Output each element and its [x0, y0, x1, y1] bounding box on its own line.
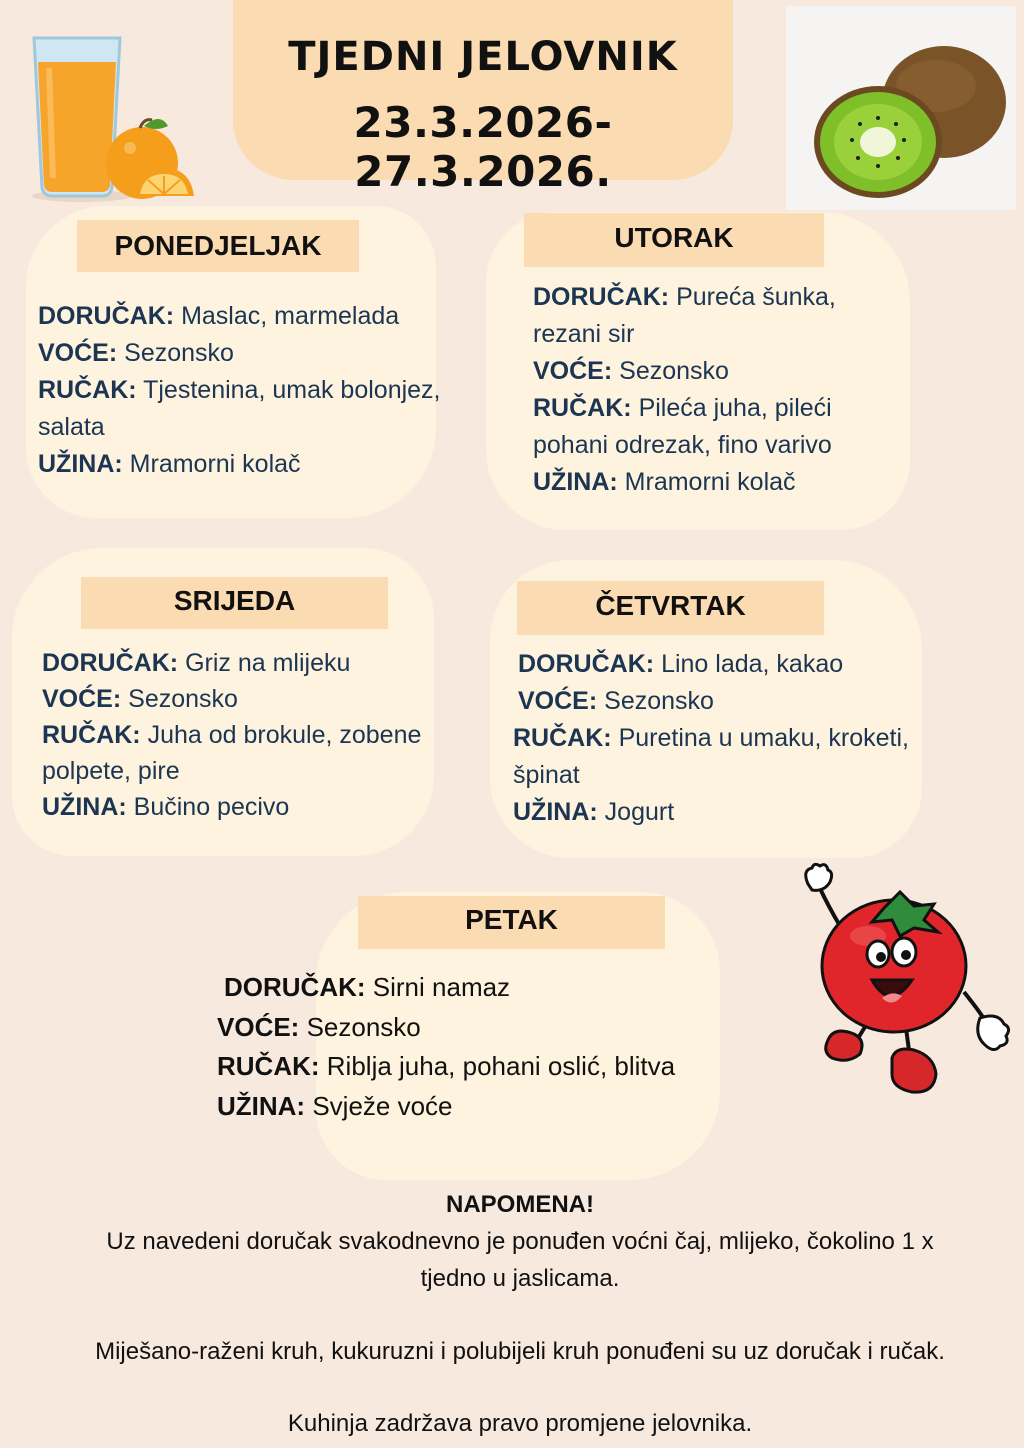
fruit-label: VOĆE:	[38, 339, 118, 367]
lunch-row-cont: polpete, pire	[42, 757, 180, 785]
day-label-thursday: ČETVRTAK	[517, 581, 824, 635]
lunch-value: Juha od brokule, zobene	[147, 721, 422, 749]
kiwi-icon	[786, 6, 1016, 210]
menu-thursday	[513, 646, 909, 831]
breakfast-label: DORUČAK:	[224, 972, 366, 1002]
snack-row	[42, 789, 421, 825]
snack-label: UŽINA:	[38, 450, 123, 478]
menu-tuesday	[533, 279, 836, 501]
breakfast-row	[42, 645, 421, 681]
note-bread: Miješano-raženi kruh, kukuruzni i polubijeli kruh ponuđeni su uz doručak i ručak.	[95, 1338, 945, 1365]
fruit-row	[217, 1008, 675, 1048]
note-kitchen: Kuhinja zadržava pravo promjene jelovnika.	[287, 1410, 753, 1437]
snack-row	[38, 446, 441, 483]
fruit-value: Sezonsko	[306, 1011, 421, 1042]
fruit-label: VOĆE:	[217, 1011, 300, 1042]
breakfast-value: Griz na mlijeku	[185, 649, 351, 677]
fruit-row	[42, 681, 421, 717]
tomato-mascot-icon	[788, 862, 1016, 1102]
snack-label: UŽINA:	[42, 793, 127, 821]
breakfast-value: Lino lada, kakao	[661, 650, 844, 678]
lunch-label: RUČAK:	[513, 724, 612, 752]
lunch-label: RUČAK:	[42, 721, 141, 749]
breakfast-label: DORUČAK:	[42, 649, 179, 677]
fruit-row	[513, 683, 909, 720]
lunch-row	[38, 372, 441, 409]
page-title: TJEDNI JELOVNIK	[288, 34, 678, 80]
snack-value: Mramorni kolač	[129, 450, 301, 478]
orange-juice-icon	[22, 28, 202, 208]
lunch-value: Puretina u umaku, kroketi,	[618, 724, 909, 752]
fruit-label: VOĆE:	[42, 685, 122, 713]
breakfast-label: DORUČAK:	[518, 650, 655, 678]
lunch-label: RUČAK:	[533, 394, 632, 422]
snack-label: UŽINA:	[217, 1090, 306, 1121]
lunch-row-cont: salata	[38, 413, 105, 441]
lunch-row	[42, 717, 421, 753]
fruit-row	[38, 335, 441, 372]
snack-value: Jogurt	[604, 798, 675, 826]
breakfast-row-cont: rezani sir	[533, 320, 635, 348]
note-line-2: tjedno u jaslicama.	[420, 1265, 620, 1292]
breakfast-row	[533, 279, 836, 316]
note-line-1: Uz navedeni doručak svakodnevno je ponuđen voćni čaj, mlijeko, čokolino 1 x	[106, 1228, 934, 1255]
lunch-row-cont: špinat	[513, 761, 580, 789]
breakfast-value: Maslac, marmelada	[181, 302, 400, 330]
breakfast-label: DORUČAK:	[38, 302, 175, 330]
lunch-row-cont: pohani odrezak, fino varivo	[533, 431, 832, 459]
snack-row	[217, 1087, 675, 1127]
snack-label: UŽINA:	[533, 468, 618, 496]
lunch-value: Pileća juha, pileći	[638, 394, 832, 422]
day-label-wednesday: SRIJEDA	[81, 577, 388, 629]
snack-label: UŽINA:	[513, 798, 598, 826]
snack-value: Mramorni kolač	[624, 468, 796, 496]
breakfast-value: Pureća šunka,	[676, 283, 836, 311]
title-block	[233, 0, 733, 196]
lunch-value: Riblja juha, pohani oslić, blitva	[326, 1051, 676, 1081]
fruit-value: Sezonsko	[124, 339, 234, 367]
snack-row	[513, 794, 909, 831]
breakfast-row	[38, 298, 441, 335]
fruit-label: VOĆE:	[518, 687, 598, 715]
lunch-row	[533, 390, 836, 427]
lunch-row	[217, 1047, 675, 1087]
breakfast-row	[217, 968, 675, 1008]
menu-friday	[217, 968, 675, 1126]
breakfast-label: DORUČAK:	[533, 283, 670, 311]
fruit-label: VOĆE:	[533, 357, 613, 385]
fruit-value: Sezonsko	[604, 687, 714, 715]
day-label-tuesday: UTORAK	[524, 213, 824, 267]
note-title: NAPOMENA!	[446, 1191, 594, 1218]
lunch-label: RUČAK:	[217, 1051, 320, 1081]
date-range: 23.3.2026-27.3.2026.	[353, 98, 613, 196]
breakfast-value: Sirni namaz	[372, 972, 511, 1002]
lunch-row	[513, 720, 909, 757]
note-block	[40, 1186, 1000, 1297]
snack-value: Svježe voće	[312, 1090, 453, 1121]
menu-monday	[38, 298, 441, 483]
fruit-row	[533, 353, 836, 390]
snack-row	[533, 464, 836, 501]
breakfast-row	[513, 646, 909, 683]
fruit-value: Sezonsko	[619, 357, 729, 385]
fruit-value: Sezonsko	[128, 685, 238, 713]
day-label-friday: PETAK	[358, 896, 665, 949]
lunch-value: Tjestenina, umak bolonjez,	[143, 376, 441, 404]
lunch-label: RUČAK:	[38, 376, 137, 404]
snack-value: Bučino pecivo	[133, 793, 290, 821]
day-label-monday: PONEDJELJAK	[77, 220, 359, 272]
menu-wednesday	[42, 645, 421, 825]
